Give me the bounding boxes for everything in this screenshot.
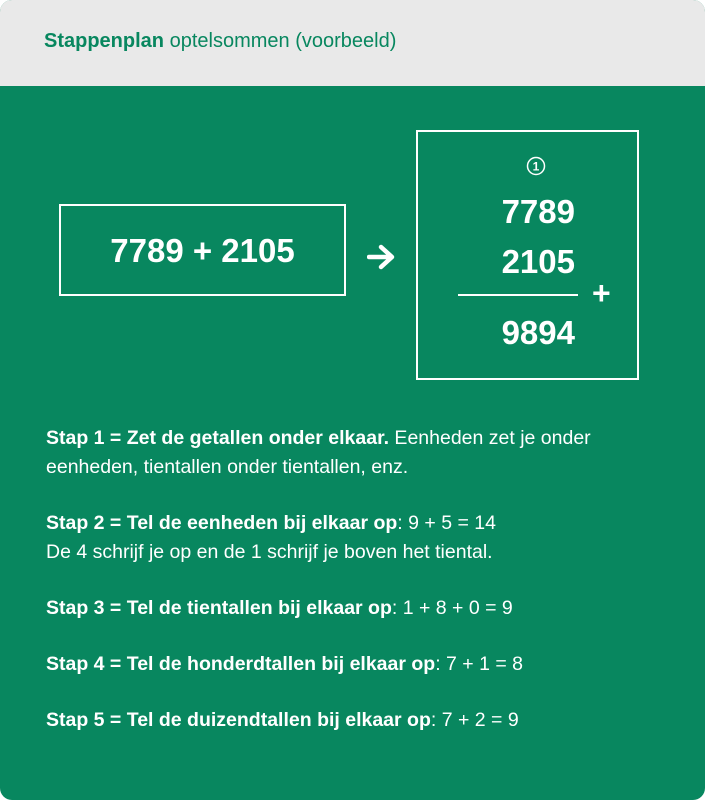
- step-5: [46, 706, 676, 735]
- step-4: [46, 650, 676, 679]
- step-1: [46, 424, 676, 482]
- step-4-text: : 7 + 1 = 8: [435, 653, 524, 675]
- step-4-title: Stap 4 = Tel de honderdtallen bij elkaar op: [46, 653, 436, 675]
- steps-list: [46, 424, 676, 762]
- step-2: [46, 509, 676, 567]
- page-title: [44, 30, 396, 53]
- step-2-text: : 9 + 5 = 14: [397, 512, 496, 534]
- carry-digit: [526, 156, 546, 176]
- arrow-right-icon: [367, 244, 397, 270]
- plus-sign: +: [592, 275, 611, 311]
- sum-expression: 7789 + 2105: [110, 232, 295, 269]
- title-bold: Stappenplan: [44, 30, 165, 52]
- step-3: [46, 594, 676, 623]
- header: [0, 0, 705, 86]
- step-2-note: De 4 schrijf je op en de 1 schrijf je boven het tiental.: [46, 541, 493, 563]
- step-2-title: Stap 2 = Tel de eenheden bij elkaar op: [46, 512, 398, 534]
- column-result: 9894: [501, 314, 575, 351]
- step-3-title: Stap 3 = Tel de tientallen bij elkaar op: [46, 597, 392, 619]
- column-top-number: 7789: [501, 193, 575, 230]
- column-bottom-number: 2105: [501, 243, 575, 280]
- title-rest: optelsommen (voorbeeld): [164, 30, 397, 52]
- sum-box: [59, 204, 346, 296]
- step-5-text: : 7 + 2 = 9: [430, 709, 519, 731]
- step-1-text: Eenheden zet je onder eenheden, tientallen onder tientallen, enz.: [46, 427, 591, 478]
- svg-text:1: 1: [532, 159, 540, 174]
- step-1-title: Stap 1 = Zet de getallen onder elkaar.: [46, 427, 390, 449]
- sum-line: [458, 294, 578, 296]
- step-5-title: Stap 5 = Tel de duizendtallen bij elkaar op: [46, 709, 431, 731]
- step-3-text: : 1 + 8 + 0 = 9: [391, 597, 513, 619]
- column-addition-box: [416, 130, 639, 380]
